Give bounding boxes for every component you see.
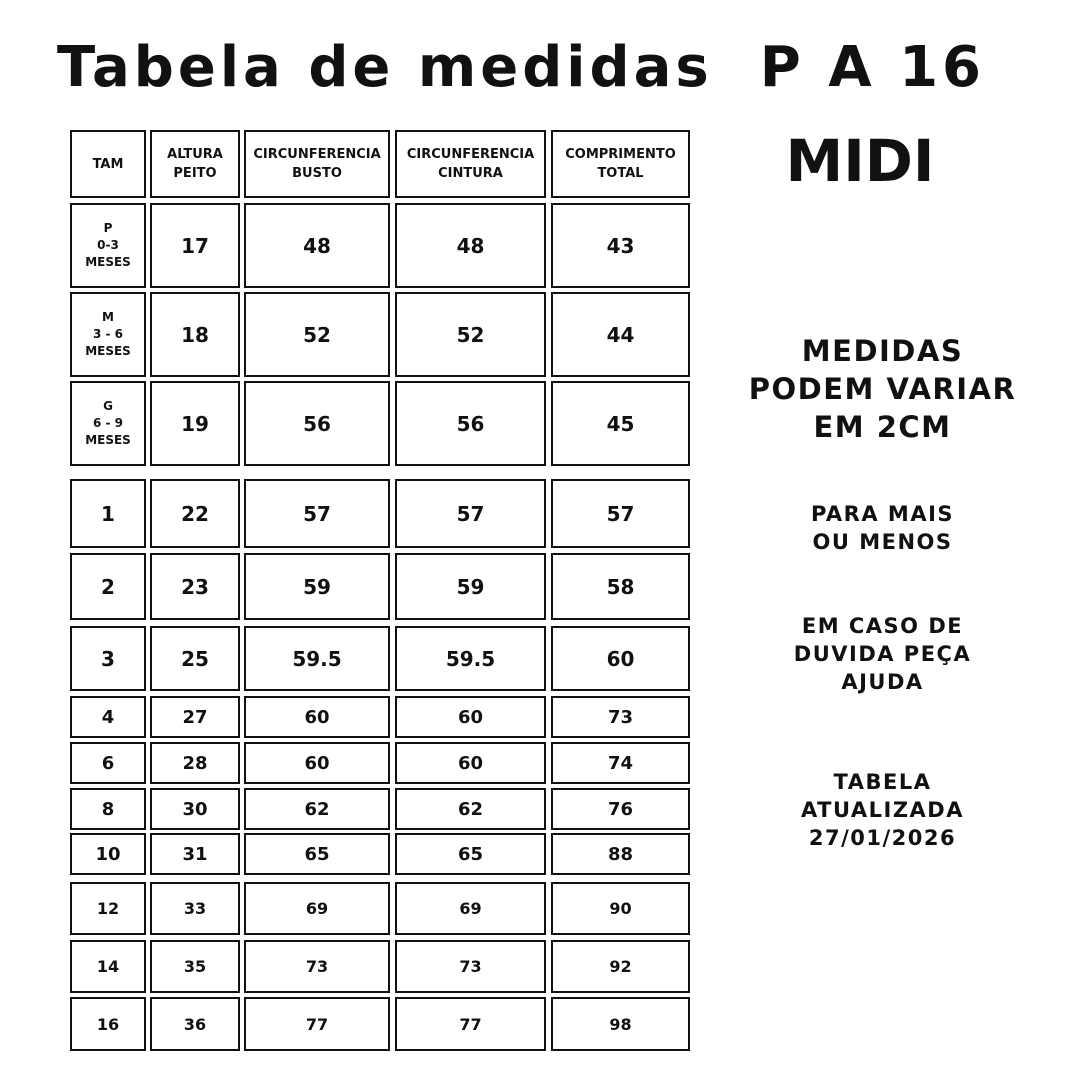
measure-cell-comprimento: 90 xyxy=(551,882,690,935)
measure-cell-busto: 56 xyxy=(244,381,390,466)
cell-line: COMPRIMENTO xyxy=(565,147,676,162)
measure-cell-comprimento: 88 xyxy=(551,833,690,875)
cell-text xyxy=(253,145,380,183)
note-line: ATUALIZADA xyxy=(801,798,964,822)
title-range: P A 16 xyxy=(759,35,986,100)
measure-cell-altura-peito: 25 xyxy=(150,626,240,691)
header-cell xyxy=(244,130,390,198)
measure-cell-altura-peito: 19 xyxy=(150,381,240,466)
measure-cell-cintura: 73 xyxy=(395,940,546,993)
cell-text xyxy=(167,145,223,183)
measure-cell-comprimento: 92 xyxy=(551,940,690,993)
cell-line: TOTAL xyxy=(597,166,644,181)
measure-cell-altura-peito: 35 xyxy=(150,940,240,993)
measure-cell-cintura: 48 xyxy=(395,203,546,288)
size-cell xyxy=(70,553,146,620)
note-line: PODEM VARIAR xyxy=(748,372,1017,406)
note-line: TABELA xyxy=(833,770,932,794)
measure-cell-busto: 48 xyxy=(244,203,390,288)
measure-cell-altura-peito: 27 xyxy=(150,696,240,738)
page-title xyxy=(57,30,1057,106)
cell-line: 3 xyxy=(101,646,115,671)
measure-cell-busto: 57 xyxy=(244,479,390,548)
model-label: MIDI xyxy=(785,127,935,195)
cell-line: 2 xyxy=(101,574,115,599)
note-line: PARA MAIS xyxy=(810,502,955,526)
cell-line: 16 xyxy=(96,1014,120,1034)
cell-line: G xyxy=(103,399,113,413)
header-cell xyxy=(395,130,546,198)
cell-line: CINTURA xyxy=(438,166,503,181)
cell-text xyxy=(565,145,676,183)
cell-text xyxy=(85,398,131,449)
cell-text xyxy=(85,220,131,271)
measure-cell-busto: 60 xyxy=(244,742,390,784)
cell-line: TAM xyxy=(92,156,124,172)
header-cell xyxy=(70,130,146,198)
cell-line: MESES xyxy=(85,344,131,358)
size-cell xyxy=(70,788,146,830)
measure-cell-altura-peito: 17 xyxy=(150,203,240,288)
note-help xyxy=(745,612,1020,696)
cell-line: MESES xyxy=(85,255,131,269)
measure-cell-busto: 62 xyxy=(244,788,390,830)
measure-cell-comprimento: 60 xyxy=(551,626,690,691)
note-line: MEDIDAS xyxy=(801,334,964,368)
cell-line: P xyxy=(103,221,113,235)
measure-cell-cintura: 52 xyxy=(395,292,546,377)
measure-cell-cintura: 56 xyxy=(395,381,546,466)
measure-cell-cintura: 65 xyxy=(395,833,546,875)
cell-text xyxy=(97,957,119,976)
cell-line: 14 xyxy=(96,957,120,976)
cell-text xyxy=(93,155,124,174)
measure-cell-altura-peito: 22 xyxy=(150,479,240,548)
cell-text xyxy=(85,309,131,360)
note-line: AJUDA xyxy=(841,670,924,694)
measure-cell-cintura: 62 xyxy=(395,788,546,830)
measure-cell-altura-peito: 18 xyxy=(150,292,240,377)
measure-cell-busto: 65 xyxy=(244,833,390,875)
cell-line: MESES xyxy=(85,433,131,447)
cell-text xyxy=(101,502,115,526)
cell-line: 8 xyxy=(101,798,115,820)
cell-line: 4 xyxy=(101,706,115,728)
note-variation xyxy=(745,332,1020,446)
note-line: DUVIDA PEÇA xyxy=(793,642,972,666)
measure-cell-altura-peito: 31 xyxy=(150,833,240,875)
cell-line: BUSTO xyxy=(292,166,342,181)
size-cell xyxy=(70,882,146,935)
note-updated xyxy=(745,768,1020,852)
measure-cell-comprimento: 44 xyxy=(551,292,690,377)
note-line: 27/01/2026 xyxy=(808,826,957,850)
note-line: OU MENOS xyxy=(812,530,953,554)
measure-cell-altura-peito: 36 xyxy=(150,997,240,1051)
cell-line: M xyxy=(102,310,114,324)
measure-cell-comprimento: 98 xyxy=(551,997,690,1051)
size-cell xyxy=(70,203,146,288)
cell-line: 10 xyxy=(95,843,121,865)
cell-text xyxy=(102,753,115,774)
cell-text xyxy=(101,575,115,599)
cell-text xyxy=(97,899,119,918)
cell-text xyxy=(407,145,534,183)
measure-cell-busto: 77 xyxy=(244,997,390,1051)
size-cell xyxy=(70,479,146,548)
title-main: Tabela de medidas xyxy=(57,35,713,100)
measure-cell-altura-peito: 28 xyxy=(150,742,240,784)
size-cell xyxy=(70,381,146,466)
header-cell xyxy=(150,130,240,198)
measure-cell-busto: 59 xyxy=(244,553,390,620)
measure-cell-busto: 69 xyxy=(244,882,390,935)
measure-cell-comprimento: 73 xyxy=(551,696,690,738)
measure-cell-comprimento: 45 xyxy=(551,381,690,466)
measure-cell-comprimento: 76 xyxy=(551,788,690,830)
cell-text xyxy=(97,1015,119,1034)
cell-line: PEITO xyxy=(173,166,217,181)
measure-cell-busto: 52 xyxy=(244,292,390,377)
cell-line: 12 xyxy=(96,899,120,918)
cell-line: CIRCUNFERENCIA xyxy=(253,147,381,162)
cell-line: 6 xyxy=(101,752,115,774)
cell-line: ALTURA xyxy=(167,147,223,162)
measure-cell-altura-peito: 33 xyxy=(150,882,240,935)
measure-cell-busto: 73 xyxy=(244,940,390,993)
cell-line: 3 - 6 xyxy=(92,327,124,341)
measure-cell-altura-peito: 30 xyxy=(150,788,240,830)
size-cell xyxy=(70,833,146,875)
cell-text xyxy=(102,799,115,820)
measure-cell-cintura: 57 xyxy=(395,479,546,548)
measure-cell-cintura: 77 xyxy=(395,997,546,1051)
cell-line: 0-3 xyxy=(97,238,119,252)
measure-cell-cintura: 59 xyxy=(395,553,546,620)
size-cell xyxy=(70,997,146,1051)
size-cell xyxy=(70,626,146,691)
note-more-or-less xyxy=(745,500,1020,556)
measure-cell-cintura: 59.5 xyxy=(395,626,546,691)
note-line: EM CASO DE xyxy=(801,614,964,638)
size-cell xyxy=(70,940,146,993)
size-cell xyxy=(70,696,146,738)
measure-cell-comprimento: 58 xyxy=(551,553,690,620)
cell-line: 6 - 9 xyxy=(92,416,124,430)
measure-cell-comprimento: 57 xyxy=(551,479,690,548)
measure-cell-comprimento: 43 xyxy=(551,203,690,288)
cell-line: 1 xyxy=(101,501,115,526)
cell-text xyxy=(101,647,115,671)
measure-cell-busto: 59.5 xyxy=(244,626,390,691)
measure-cell-comprimento: 74 xyxy=(551,742,690,784)
cell-text xyxy=(95,844,120,865)
measure-cell-cintura: 60 xyxy=(395,742,546,784)
measure-cell-cintura: 60 xyxy=(395,696,546,738)
measure-cell-altura-peito: 23 xyxy=(150,553,240,620)
size-cell xyxy=(70,292,146,377)
measure-cell-cintura: 69 xyxy=(395,882,546,935)
measure-cell-busto: 60 xyxy=(244,696,390,738)
cell-text xyxy=(102,707,115,728)
cell-line: CIRCUNFERENCIA xyxy=(406,147,535,162)
size-cell xyxy=(70,742,146,784)
header-cell xyxy=(551,130,690,198)
note-line: EM 2CM xyxy=(813,410,952,444)
